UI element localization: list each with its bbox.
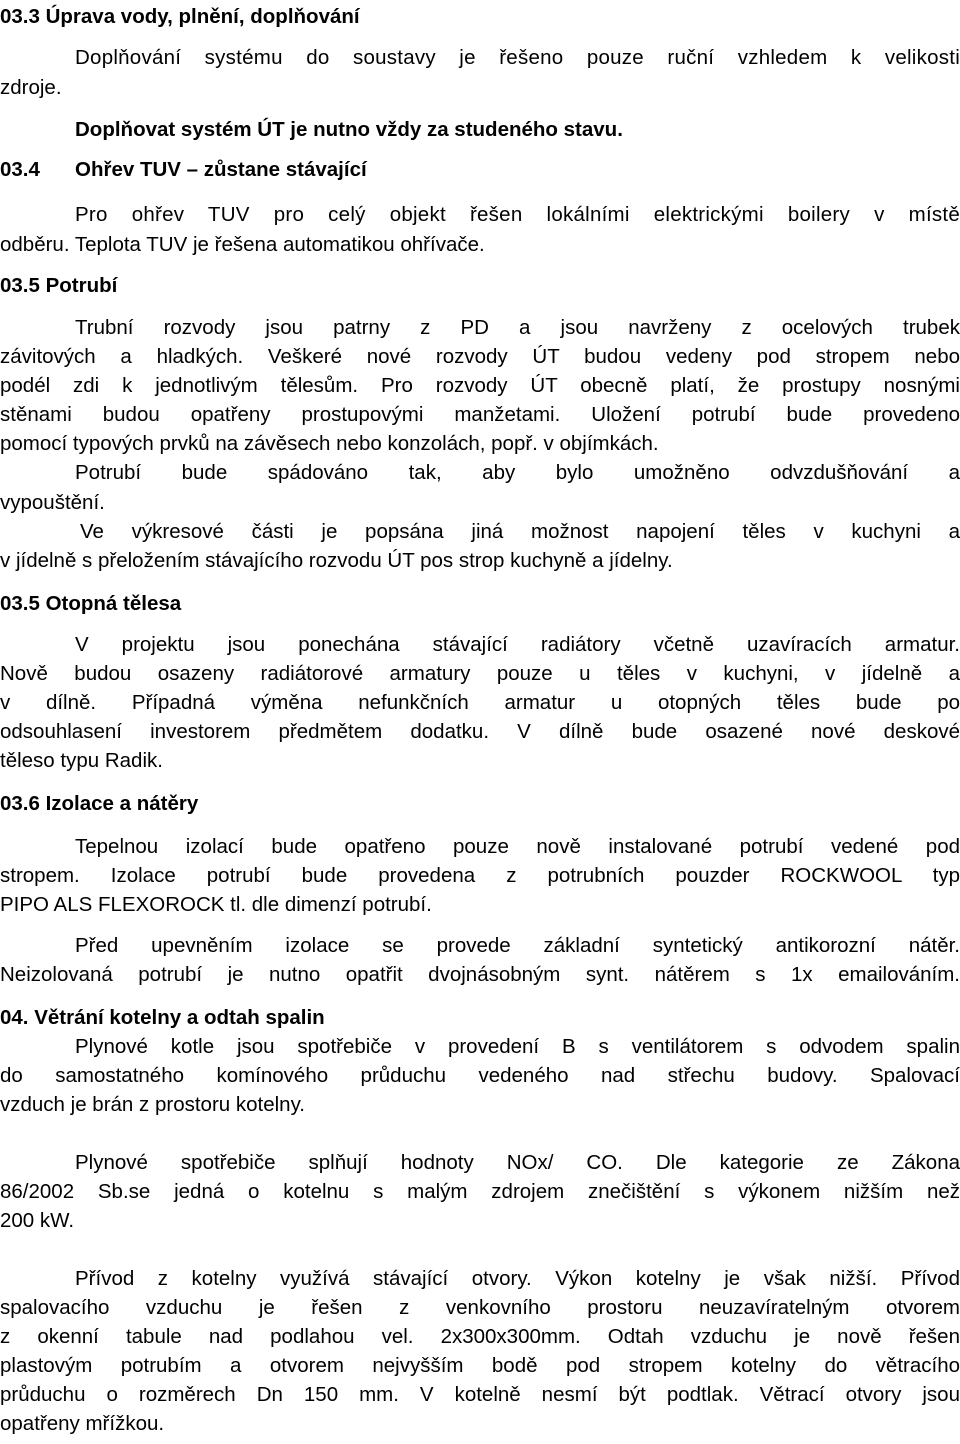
paragraph-line: těleso typu Radik. [0,749,163,772]
paragraph-line: 200 kW. [0,1209,75,1232]
paragraph-line: odsouhlasení investorem předmětem dodatku. V dílně bude osazené nové deskové [0,720,960,743]
heading-section-03-5-otopna-telesa: 03.5 Otopná tělesa [0,592,182,615]
paragraph-line: spalovacího vzduchu je řešen z venkovního prostoru neuzavíratelným otvorem [0,1296,960,1319]
paragraph-line: v dílně. Případná výměna nefunkčních armatur u otopných těles bude po [0,691,960,714]
heading-section-03-6: 03.6 Izolace a nátěry [0,792,199,815]
paragraph-line: z okenní tabule nad podlahou vel. 2x300x300mm. Odtah vzduchu je nově řešen [0,1325,960,1348]
paragraph-line: Nově budou osazeny radiátorové armatury pouze u těles v kuchyni, v jídelně a [0,662,960,685]
paragraph-line: stěnami budou opatřeny prostupovými manžetami. Uložení potrubí bude provedeno [0,403,960,426]
paragraph-line: do samostatného komínového průduchu vedeného nad střechu budovy. Spalovací [0,1064,960,1087]
paragraph-line: Neizolovaná potrubí je nutno opatřit dvojnásobným synt. nátěrem s 1x emailováním. [0,963,960,986]
paragraph-line: pomocí typových prvků na závěsech nebo konzolách, popř. v objímkách. [0,432,659,455]
paragraph-line: 86/2002 Sb.se jedná o kotelnu s malým zdrojem znečištění s výkonem nižším než [0,1180,960,1203]
heading-section-03-3: 03.3 Úprava vody, plnění, doplňování [0,5,360,28]
paragraph-line: průduchu o rozměrech Dn 150 mm. V kotelně nesmí být podtlak. Větrací otvory jsou [0,1383,960,1406]
paragraph-line: podél zdi k jednotlivým tělesům. Pro rozvody ÚT obecně platí, že prostupy nosnými [0,374,960,397]
paragraph-line: v jídelně s přeložením stávajícího rozvodu ÚT pos strop kuchyně a jídelny. [0,549,673,572]
heading-section-03-4: Ohřev TUV – zůstane stávající [75,158,367,181]
paragraph-line: Doplňování systému do soustavy je řešeno pouze ruční vzhledem k velikosti [75,46,960,69]
paragraph-line: V projektu jsou ponechána stávající radiátory včetně uzavíracích armatur. [75,633,960,656]
paragraph-line: Plynové kotle jsou spotřebiče v provedení B s ventilátorem s odvodem spalin [75,1035,960,1058]
paragraph-line: Pro ohřev TUV pro celý objekt řešen lokálními elektrickými boilery v místě [75,203,960,226]
paragraph-line: vzduch je brán z prostoru kotelny. [0,1093,305,1116]
paragraph-line: závitových a hladkých. Veškeré nové rozvody ÚT budou vedeny pod stropem nebo [0,345,960,368]
heading-section-03-5-potrubi: 03.5 Potrubí [0,274,118,297]
paragraph-line: stropem. Izolace potrubí bude provedena z potrubních pouzder ROCKWOOL typ [0,864,960,887]
paragraph-line: Trubní rozvody jsou patrny z PD a jsou navrženy z ocelových trubek [75,316,960,339]
paragraph-line: Plynové spotřebiče splňují hodnoty NOx/ CO. Dle kategorie ze Zákona [75,1151,960,1174]
paragraph-line: opatřeny mřížkou. [0,1412,165,1435]
section-number-03-4: 03.4 [0,158,40,181]
paragraph-line: Před upevněním izolace se provede základní syntetický antikorozní nátěr. [75,934,960,957]
paragraph-line: Potrubí bude spádováno tak, aby bylo umožněno odvzdušňování a [75,461,960,484]
paragraph-line: zdroje. [0,76,62,99]
paragraph-line: Přívod z kotelny využívá stávající otvory. Výkon kotelny je však nižší. Přívod [75,1267,960,1290]
paragraph-line: plastovým potrubím a otvorem nejvyšším bodě pod stropem kotelny do větracího [0,1354,960,1377]
heading-section-04: 04. Větrání kotelny a odtah spalin [0,1006,325,1029]
paragraph-line: vypouštění. [0,491,105,514]
paragraph-line: odběru. Teplota TUV je řešena automatikou ohřívače. [0,233,485,256]
bold-note: Doplňovat systém ÚT je nutno vždy za studeného stavu. [75,118,623,141]
paragraph-line: Ve výkresové části je popsána jiná možnost napojení těles v kuchyni a [80,520,960,543]
paragraph-line: Tepelnou izolací bude opatřeno pouze nově instalované potrubí vedené pod [75,835,960,858]
paragraph-line: PIPO ALS FLEXOROCK tl. dle dimenzí potrubí. [0,893,432,916]
